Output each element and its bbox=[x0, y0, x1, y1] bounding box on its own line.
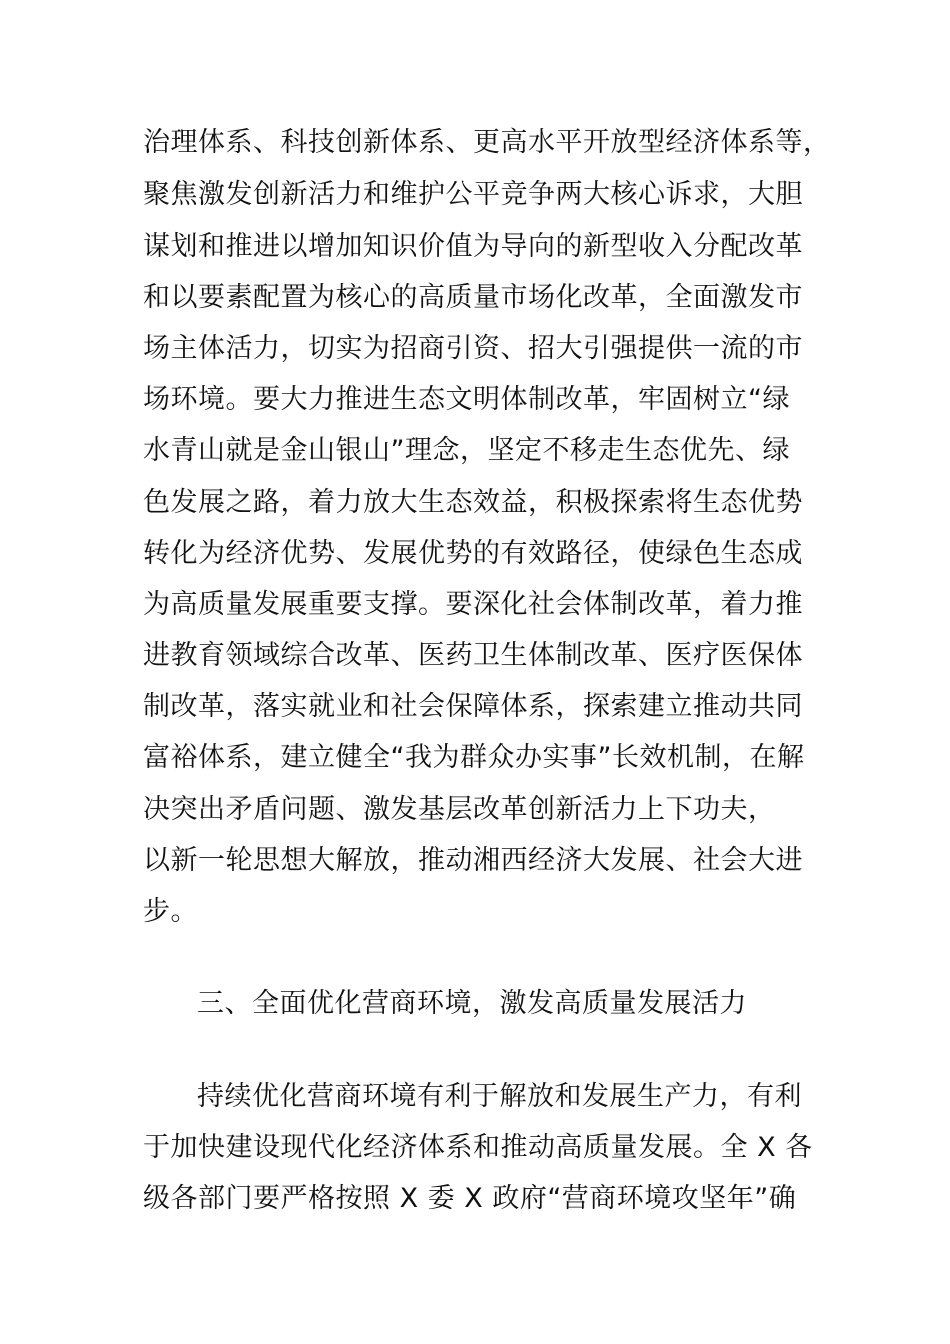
paragraph-1-line-1: 治理体系、科技创新体系、更高水平开放型经济体系等， bbox=[143, 127, 831, 158]
paragraph-2-line-1: 持续优化营商环境有利于解放和发展生产力，有利 bbox=[197, 1081, 802, 1112]
paragraph-1-line-12: 制改革，落实就业和社会保障体系，探索建立推动共同 bbox=[143, 691, 803, 722]
paragraph-1-line-7: 水青山就是金山银山”理念，坚定不移走生态优先、绿 bbox=[143, 435, 790, 466]
paragraph-1-line-9: 转化为经济优势、发展优势的有效路径，使绿色生态成 bbox=[143, 538, 803, 569]
paragraph-1-line-14: 决突出矛盾问题、激发基层改革创新活力上下功夫， bbox=[143, 794, 776, 825]
paragraph-2-line-2: 于加快建设现代化经济体系和推动高质量发展。全 X 各 bbox=[143, 1132, 813, 1163]
paragraph-1-line-5: 场主体活力，切实为招商引资、招大引强提供一流的市 bbox=[143, 333, 803, 364]
paragraph-1-line-6: 场环境。要大力推进生态文明体制改革，牢固树立“绿 bbox=[143, 384, 790, 415]
paragraph-1-line-13: 富裕体系，建立健全“我为群众办实事”长效机制，在解 bbox=[143, 742, 805, 773]
paragraph-1-line-2: 聚焦激发创新活力和维护公平竞争两大核心诉求，大胆 bbox=[143, 179, 803, 210]
paragraph-1-line-3: 谋划和推进以增加知识价值为导向的新型收入分配改革 bbox=[143, 231, 803, 262]
section-heading: 三、全面优化营商环境，激发高质量发展活力 bbox=[197, 988, 747, 1019]
paragraph-2-line-3: 级各部门要严格按照 X 委 X 政府“营商环境攻坚年”确 bbox=[143, 1183, 797, 1214]
paragraph-1-line-15: 以新一轮思想大解放，推动湘西经济大发展、社会大进 bbox=[143, 845, 803, 876]
paragraph-1-line-16: 步。 bbox=[143, 896, 198, 927]
paragraph-1-line-10: 为高质量发展重要支撑。要深化社会体制改革，着力推 bbox=[143, 589, 803, 620]
paragraph-1-line-11: 进教育领域综合改革、医药卫生体制改革、医疗医保体 bbox=[143, 640, 803, 671]
paragraph-1-line-8: 色发展之路，着力放大生态效益，积极探索将生态优势 bbox=[143, 487, 803, 518]
paragraph-1-line-4: 和以要素配置为核心的高质量市场化改革，全面激发市 bbox=[143, 282, 803, 313]
